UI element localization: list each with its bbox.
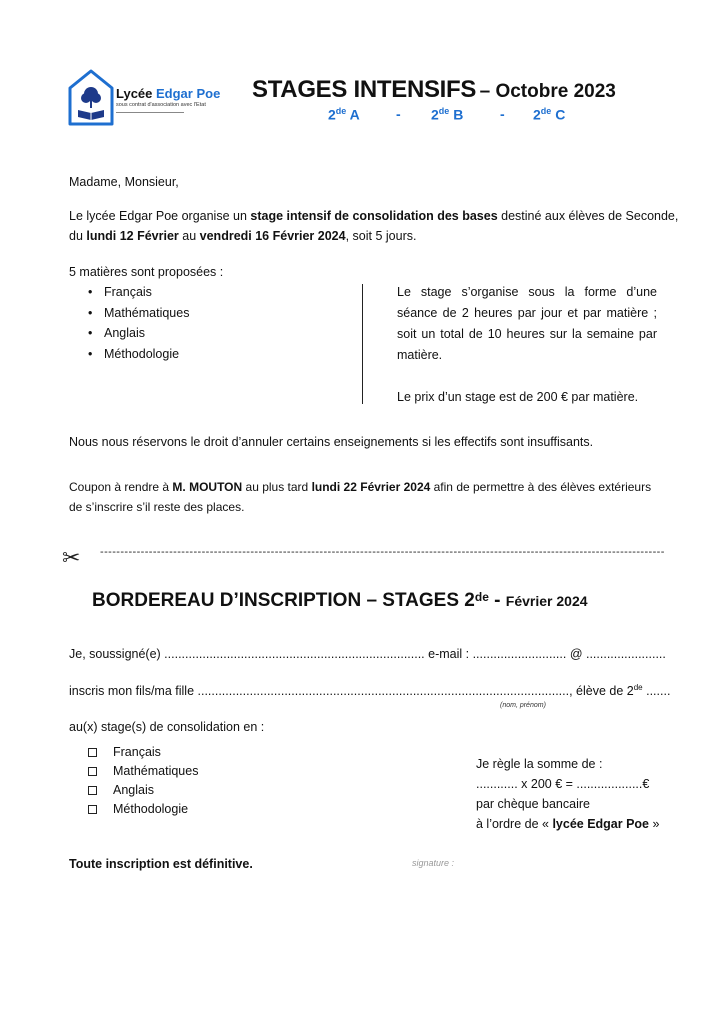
subject-checkbox-list [88,743,198,819]
checkbox-icon[interactable] [88,786,97,795]
school-house-logo-icon [66,68,116,128]
payment-block [476,754,659,834]
checkbox-icon[interactable] [88,805,97,814]
reserve-notice: Nous nous réservons le droit d’annuler certains enseignements si les effectifs sont insuffisants. [69,435,594,449]
signatory-email-line[interactable]: Je, soussigné(e) ........................................................................... e-mail : ........................... @ ....................... [69,647,666,661]
class-label-a: 2de A [328,106,360,123]
subjects-intro: 5 matières sont proposées : [69,265,224,279]
logo-underline [116,112,184,113]
list-item: • Méthodologie [88,344,189,365]
checkbox-icon[interactable] [88,748,97,757]
cut-line: ------------------------------------------------------------------------------------------------------------------------------------------- [100,546,665,558]
class-separator: - [500,106,505,122]
form-title: BORDEREAU D’INSCRIPTION – STAGES 2de - Février 2024 [92,590,588,612]
checkbox-mathematiques[interactable]: Mathématiques [88,762,198,781]
payment-amount-line[interactable]: ............ x 200 € = ...................€ [476,777,650,791]
child-name-line[interactable]: inscris mon fils/ma fille ..........................................................................................................., élève de 2de ....... [69,683,671,699]
school-logo-tagline: sous contrat d'association avec l'Etat [116,102,206,108]
price-text: Le prix d’un stage est de 200 € par matière. [397,390,639,404]
checkbox-icon[interactable] [88,767,97,776]
greeting: Madame, Monsieur, [69,175,179,189]
class-separator: - [396,106,401,122]
class-label-c: 2de C [533,106,566,123]
checkbox-francais[interactable]: Français [88,743,198,762]
page-title: STAGES INTENSIFS – Octobre 2023 [252,76,616,103]
payment-label: Je règle la somme de : [476,757,603,771]
organisation-box [397,282,657,408]
list-item: • Anglais [88,323,189,344]
signature-field[interactable]: signature : [412,858,455,868]
payment-method: par chèque bancaire [476,797,590,811]
organisation-text: Le stage s’organise sous la forme d’une séance de 2 heures par jour et par matière ; soit un total de 10 heures sur la semaine par matière. [397,285,657,362]
final-notice: Toute inscription est définitive. [69,857,253,871]
school-logo-name: Lycée Edgar Poe [116,86,221,101]
name-hint: (nom, prénom) [500,702,546,709]
payment-payee: à l’ordre de « lycée Edgar Poe » [476,817,660,831]
intro-paragraph: Le lycée Edgar Poe organise un stage intensif de consolidation des bases destiné aux élèves de Seconde, du lundi 12 Février au vendredi 16 Février 2024, soit 5 jours. [69,209,679,243]
stages-label: au(x) stage(s) de consolidation en : [69,720,265,734]
list-item: • Mathématiques [88,303,189,324]
list-item: • Français [88,282,189,303]
column-divider [362,284,363,404]
class-label-b: 2de B [431,106,464,123]
checkbox-methodologie[interactable]: Méthodologie [88,800,198,819]
scissors-icon: ✂ [62,545,81,570]
checkbox-anglais[interactable]: Anglais [88,781,198,800]
coupon-notice: Coupon à rendre à M. MOUTON au plus tard lundi 22 Février 2024 afin de permettre à des élèves extérieurs de s’inscrire s’il reste des places. [69,480,652,514]
subjects-list [88,282,189,364]
